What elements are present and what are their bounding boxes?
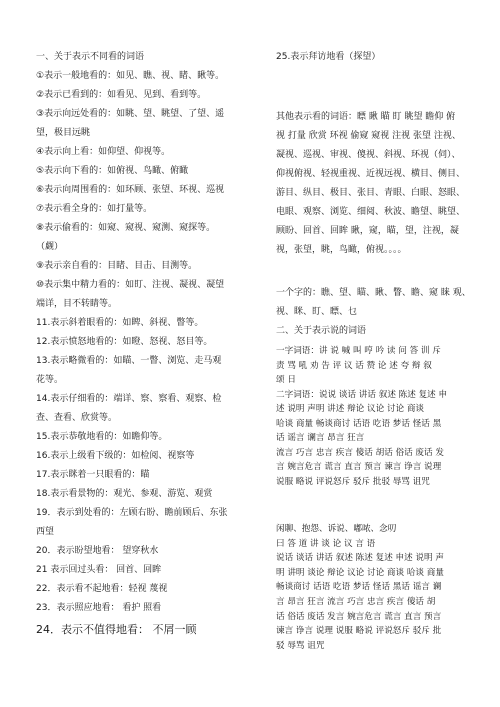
text-line: 22．表示看不起地看：轻视 蔑视 [36,584,168,594]
say-words-more [276,522,472,653]
text-line: 14.表示仔细看的：端详、察、察看、观察、检 [36,394,222,404]
text-line: 凝视、巡视、审视、傻视、斜视、环视（伺）、 [276,150,461,160]
say-words [276,344,472,489]
text-line: 一字词语：讲 说 喊 叫 哼 吟 读 问 答 训 斥 [276,346,441,356]
text-line: 言 婉言危言 谎言 直言 预言 谏言 诤言 说理 [276,462,442,472]
text-line: 12.表示愤怒地看的：如瞪、怒视、怒目等。 [36,337,213,347]
text-line: ⑥表示向周围看的：如环顾、张望、环视、巡视 [36,185,225,195]
text-line: ②表示已看到的：如看见、见到、看到等。 [36,90,207,100]
text-line: 二字词语：说说 谈话 讲话 叙述 陈述 复述 申 [276,389,448,400]
text-line: 述 说明 声明 讲述 辩论 议论 讨论 商谈 [276,404,425,414]
section-heading: 一、关于表示不同看的词语 [36,52,145,62]
text-line: 西望 [36,527,55,537]
text-line: 视、眯、盯、瞟、乜 [276,307,358,317]
text-line: 15.表示恭敬地看的：如瞻仰等。 [36,432,168,442]
text-line-large: 24．表示不值得地看： 不屑一顾 [36,623,197,636]
text-line: 其他表示看的词语：瞟 瞅 瞄 盯 眺望 瞻仰 俯 [276,112,456,122]
text-line: （觑） [36,242,64,252]
text-line: 畅谈商讨 话语 吃语 梦话 怪话 黑话 谣言 谰 [276,582,442,593]
section-heading: 二、关于表示说的词语 [276,326,367,336]
text-line: 13.表示略微看的：如瞄、一瞥、浏览、走马观 [36,356,222,366]
other-see-words [276,108,472,260]
text-line: ⑦表示看全身的：如打量等。 [36,204,153,214]
text-line: 责 骂 吼 劝 告 评 议 话 赞 论 述 夸 辩 叙 [276,360,432,371]
text-line: ⑨表示亲自看的：目睹、目击、目测等。 [36,261,198,271]
text-line: 20．表示盼望地看： 望穿秋水 [36,546,159,556]
text-line: 11.表示斜着眼看的：如睥、斜视、瞥等。 [36,318,204,328]
text-line: 19．表示到处看的：左顾右盼、瞻前顾后、东张 [36,508,228,518]
text-line: 流言 巧言 忠言 疾言 傻话 胡话 俗话 废话 发 [276,447,444,458]
text-line: 端详，目不转睛等。 [36,299,118,309]
text-line: 顾盼、回首、回眸 瞅，窥，瞄，望，注视，凝 [276,226,459,236]
text-line: 仰视俯视、轻视重视、近视远视、横目、侧目、 [276,169,466,179]
text-line: 16.表示上级看下级的：如检阅、视察等 [36,451,195,461]
text-line: ③表示向远处看的：如眺、望、眺望、了望、遥 [36,109,225,119]
text-line: ①表示一般地看的：如见、瞧、视、睹、瞅等。 [36,71,225,81]
text-line: 花等。 [36,375,64,385]
text-line: 23．表示照应地看： 看护 照看 [36,603,162,613]
text-line: ⑧表示偷看的：如窥、窥视、窥测、窥探等。 [36,223,216,233]
text-line: 话 谣言 谰言 昂言 狂言 [276,433,365,443]
text-line: 18.表示看景物的：观光、参观、游览、观赏 [36,489,213,499]
text-line: 曰 答 道 讲 谈 论 议 言 语 [276,538,376,549]
text-line: ⑤表示向下看的：如俯视、鸟瞰、俯瞰 [36,166,189,176]
text-line: ④表示向上看：如仰望、仰视等。 [36,147,171,157]
text-line: 说服 略说 评说怒斥 驳斥 批驳 辱骂 诅咒 [276,476,430,487]
text-line: 视 打量 欣赏 环视 偷窥 窥视 注视 张望 注视、 [276,131,461,141]
text-line: 闲聊、抱怨、诉说、嘟哝、念叨 [276,524,397,534]
text-line: 电眼、观察、浏览、细阅、秋波、瞻望、眺望、 [276,207,466,217]
text-line: 一个字的：瞧、望、瞄、瞅、瞥、瞻、窥 睐 观、 [276,288,471,298]
text-line: 颂 日 [276,375,296,385]
text-line: 望，极目远眺 [36,128,91,138]
text-line: 明 讲明 谈论 辩论 议论 讨论 商谈 哈谈 商量 [276,567,444,578]
text-line: 21 表示回过头看： 回首、回眸 [36,565,162,575]
left-column [36,48,248,640]
text-line: 游目、纵目、极目、张目、青眼、白眼、怒眼、 [276,188,466,198]
text-line: 17.表示眯着一只眼看的：瞄 [36,470,150,480]
text-line: 话 俗话 废话 发言 婉言危言 谎言 直言 预言 [276,611,442,622]
text-line: 哈谈 商量 畅谈商讨 话语 吃语 梦话 怪话 黑 [276,418,442,429]
text-line: 言 昂言 狂言 流言 巧言 忠言 疾言 傻话 胡 [276,596,436,607]
text-line: 谏言 诤言 说理 说服 略说 评说怒斥 驳斥 批 [276,626,442,637]
text-line: 视，张望，眺，鸟瞰，俯视。。。。 [276,245,407,255]
see-section-continued [276,48,472,67]
text-line: 说话 谈话 讲话 叙述 陈述 复述 申述 说明 声 [276,553,444,564]
section-heading: 25.表示拜访地看（探望） [276,52,381,62]
text-line: 驳 辱骂 诅咒 [276,640,325,651]
text-line: 查、查看、欣赏等。 [36,413,118,423]
single-char-words [276,284,472,341]
text-line: ⑩表示集中精力看的：如盯、注视、凝视、凝望 [36,280,225,290]
